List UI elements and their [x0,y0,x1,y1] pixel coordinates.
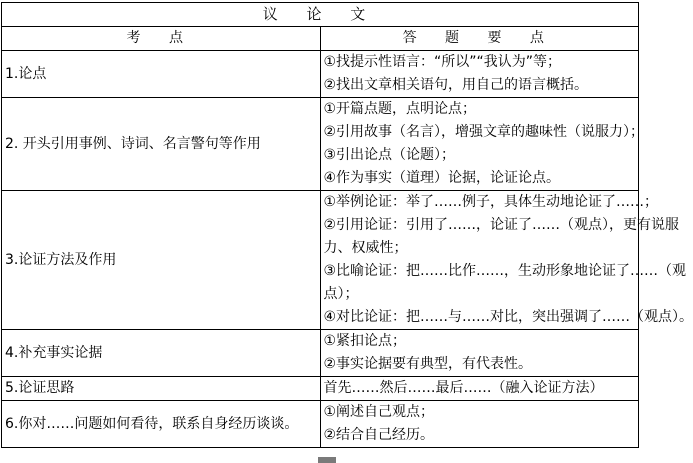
answer-line: 首先……然后……最后……（融入论证方法） [323,380,604,396]
row-point: 2. 开头引用事例、诗词、名言警句等作用 [2,98,321,191]
row-point: 1.论点 [2,51,321,98]
answer-line: ①紧扣论点； [323,333,407,349]
answer-line: 力、权威性； [323,240,408,256]
row-answers [320,51,639,98]
header-key-points: 考 点 [2,27,321,51]
table-row [2,98,639,191]
title-row [2,3,639,27]
table-title: 议 论 文 [2,3,639,27]
answer-line: ②引用论证：引用了……，论证了……（观点），更有说服 [323,217,680,233]
answer-line: ②事实论据要有典型，有代表性。 [323,356,533,372]
table-row [2,51,639,98]
row-point: 3.论证方法及作用 [2,191,321,330]
answer-line: ①开篇点题，点明论点； [323,101,477,117]
row-point: 5.论证思路 [2,377,321,401]
table-row [2,330,639,377]
answer-line: ①举例论证：举了……例子，具体生动地论证了……； [323,194,659,210]
answer-line: ④作为事实（道理）论据，论证论点。 [323,170,561,186]
row-point: 4.补充事实论据 [2,330,321,377]
essay-table [1,2,693,448]
answer-line: ④对比论证：把……与……对比，突出强调了……（观点）。 [323,309,693,325]
row-answers [320,191,693,330]
answer-line: ③引出论点（论题）； [323,147,456,163]
answer-line: ②结合自己经历。 [323,427,435,443]
header-row [2,27,639,51]
answer-line: ①找提示性语言：“所以”“我认为”等； [323,54,562,70]
table-row [2,377,639,401]
answer-line: ①阐述自己观点； [323,404,435,420]
row-answers [320,401,639,448]
bottom-edge-mark [318,457,336,463]
table-row [2,191,639,330]
row-point: 6.你对……问题如何看待，联系自身经历谈谈。 [2,401,321,448]
answer-line: ③比喻论证：把……比作……，生动形象地论证了……（观 [323,263,687,279]
row-answers [320,377,639,401]
table-row [2,401,639,448]
row-answers [320,330,639,377]
answer-line: ②引用故事（名言），增强文章的趣味性（说服力）； [323,124,645,140]
row-answers [320,98,645,191]
answer-line: ②找出文章相关语句，用自己的语言概括。 [323,77,589,93]
answer-line: 点）； [323,286,359,302]
header-answer-points: 答 题 要 点 [320,27,639,51]
